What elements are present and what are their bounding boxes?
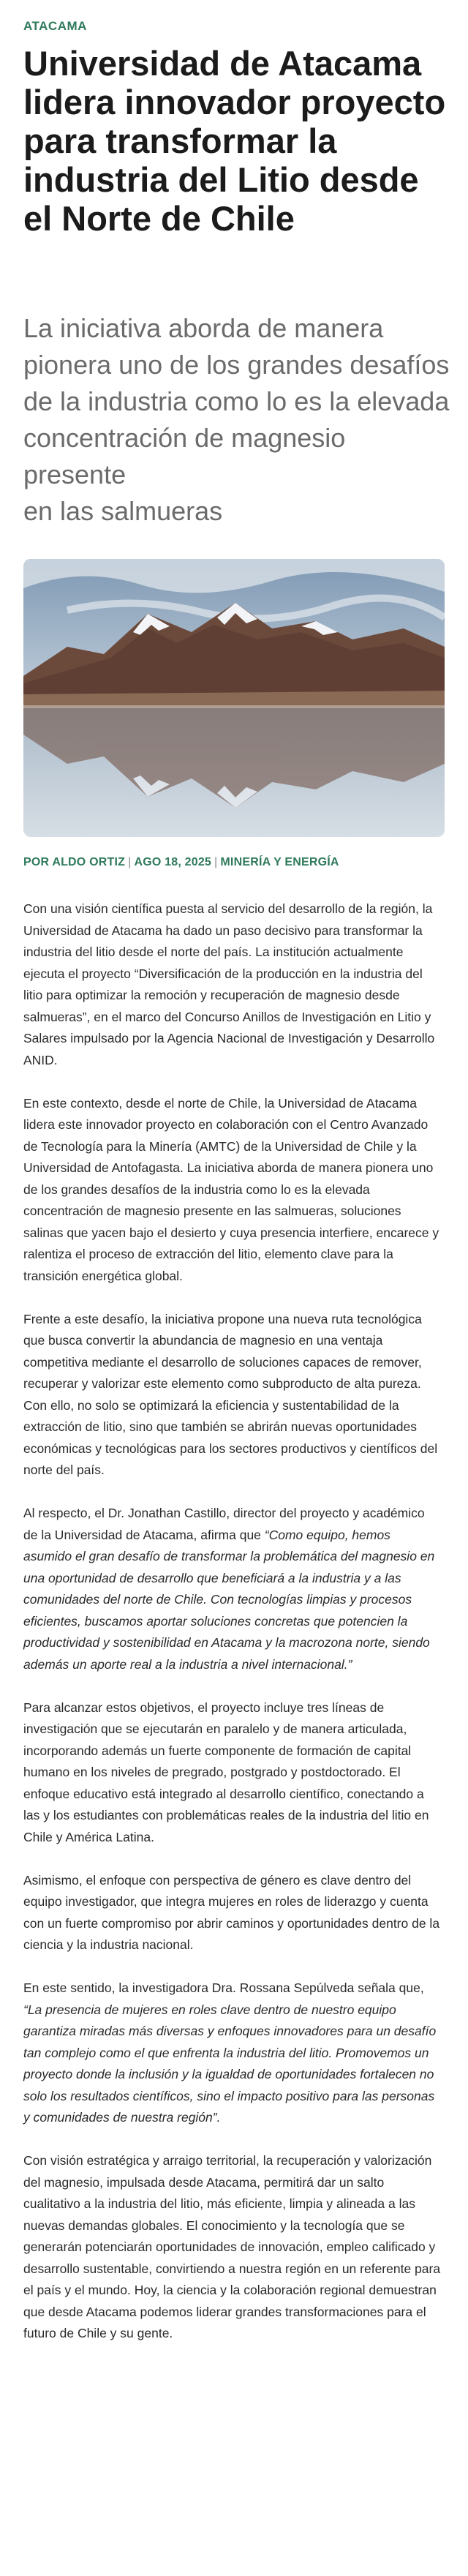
byline-separator: | xyxy=(128,856,132,868)
article-paragraph xyxy=(23,1978,442,2129)
subtitle-line-1: La iniciativa aborda de manera pionera uno de los grandes desafíos de la industria como lo es la elevada concentración de magnesio presente xyxy=(23,313,450,489)
paragraph-text: Con una visión científica puesta al servicio del desarrollo de la región, la Universidad de Atacama ha dado un paso decisivo para transformar la industria del litio desde el norte del país. La institución actualmente ejecuta el proyecto “Diversificación de la producción en la industria del litio para optimizar la remoción y recuperación de magnesio desde salmueras”, en el marco del Concurso Anillos de Investigación en Litio y Salares impulsado por la Agencia Nacional de Investigación y Desarrollo ANID. xyxy=(23,901,435,1067)
paragraph-text: En este contexto, desde el norte de Chile, la Universidad de Atacama lidera este innovador proyecto en colaboración con el Centro Avanzado de Tecnología para la Minería (AMTC) de la Universidad de Chile y la Universidad de Antofagasta. La iniciativa aborda de manera pionera uno de los grandes desafíos de la industria como lo es la elevada concentración de magnesio presente en las salmueras, soluciones salinas que yacen bajo el desierto y cuya presencia interfiere, encarece y ralentiza el proceso de extracción del litio, elemento clave para la transición energética global. xyxy=(23,1095,439,1283)
category-link[interactable]: MINERÍA Y ENERGÍA xyxy=(220,856,339,868)
article-paragraph xyxy=(23,1503,442,1675)
paragraph-text: Al respecto, el Dr. Jonathan Castillo, director del proyecto y académico de la Universidad de Atacama, afirma que xyxy=(23,1506,425,1542)
paragraph-text: Frente a este desafío, la iniciativa propone una nueva ruta tecnológica que busca convertir la abundancia de magnesio en una ventaja competitiva mediante el desarrollo de soluciones capaces de remover, recuperar y valorizar este elemento como subproducto de alta pureza. Con ello, no solo se optimizará la eficiencia y sustentabilidad de la extracción de litio, sino que también se abrirán nuevas oportunidades económicas y tecnológicas para los sectores productivos y científicos del norte del país. xyxy=(23,1311,438,1477)
section-tag[interactable]: ATACAMA xyxy=(23,19,87,33)
article-paragraph xyxy=(23,898,442,1071)
article-paragraph xyxy=(23,1309,442,1482)
mountain-lake-image xyxy=(23,559,445,837)
headline: Universidad de Atacama lidera innovador proyecto para transformar la industria del Litio desde el Norte de Chile xyxy=(23,44,446,238)
subtitle xyxy=(23,310,455,530)
publish-date: AGO 18, 2025 xyxy=(134,856,212,868)
subtitle-line-2: en las salmueras xyxy=(23,496,223,526)
author[interactable]: POR ALDO ORTIZ xyxy=(23,856,126,868)
paragraph-text: En este sentido, la investigadora Dra. Rossana Sepúlveda señala que, xyxy=(23,1980,424,1995)
paragraph-text: Con visión estratégica y arraigo territorial, la recuperación y valorización del magnesio, impulsada desde Atacama, permitirá dar un salto cualitativo a la industria del litio, más eficiente, limpia y alineada a las nuevas demandas globales. El conocimiento y la tecnología que se generarán potenciarán oportunidades de innovación, empleo calificado y desarrollo sustentable, convirtiendo a nuestra región en un referente para el país y el mundo. Hoy, la ciencia y la colaboración regional demuestran que desde Atacama podemos liderar grandes transformaciones para el futuro de Chile y su gente. xyxy=(23,2153,441,2340)
article-paragraph xyxy=(23,1093,442,1288)
article-body xyxy=(23,898,442,2366)
quote-text: “La presencia de mujeres en roles clave dentro de nuestro equipo garantiza miradas más diversas y enfoques innovadores para un desafío tan complejo como el que enfrenta la industria del litio. Promovemos un proyecto donde la inclusión y la igualdad de oportunidades fortalecen no solo los resultados científicos, sino el impacto positivo para las personas y comunidades de nuestra región”. xyxy=(23,2002,437,2125)
byline-separator: | xyxy=(214,856,218,868)
quote-text: “Como equipo, hemos asumido el gran desafío de transformar la problemática del magnesio en una oportunidad de desarrollo que beneficiará a la industria y a las comunidades del norte de Chile. Con tecnologías limpias y procesos eficientes, buscamos aportar soluciones concretas que potencien la productividad y sostenibilidad en Atacama y la macrozona norte, siendo además un aporte real a la industria a nivel internacional.” xyxy=(23,1527,435,1672)
article-paragraph xyxy=(23,2150,442,2345)
paragraph-text: Asimismo, el enfoque con perspectiva de género es clave dentro del equipo investigador, que integra mujeres en roles de liderazgo y cuenta con un fuerte compromiso por abrir caminos y oportunidades dentro de la ciencia y la industria nacional. xyxy=(23,1872,440,1952)
paragraph-text: Para alcanzar estos objetivos, el proyecto incluye tres líneas de investigación que se ejecutarán en paralelo y de manera articulada, incorporando además un fuerte componente de formación de capital humano en los niveles de pregrado, postgrado y postdoctorado. El enfoque educativo está integrado al desarrollo científico, conectando a las y los estudiantes con problemáticas reales de la industria del litio en Chile y América Latina. xyxy=(23,1700,429,1844)
article-paragraph xyxy=(23,1697,442,1849)
article-paragraph xyxy=(23,1870,442,1956)
byline xyxy=(23,856,445,869)
hero-image xyxy=(23,559,445,837)
